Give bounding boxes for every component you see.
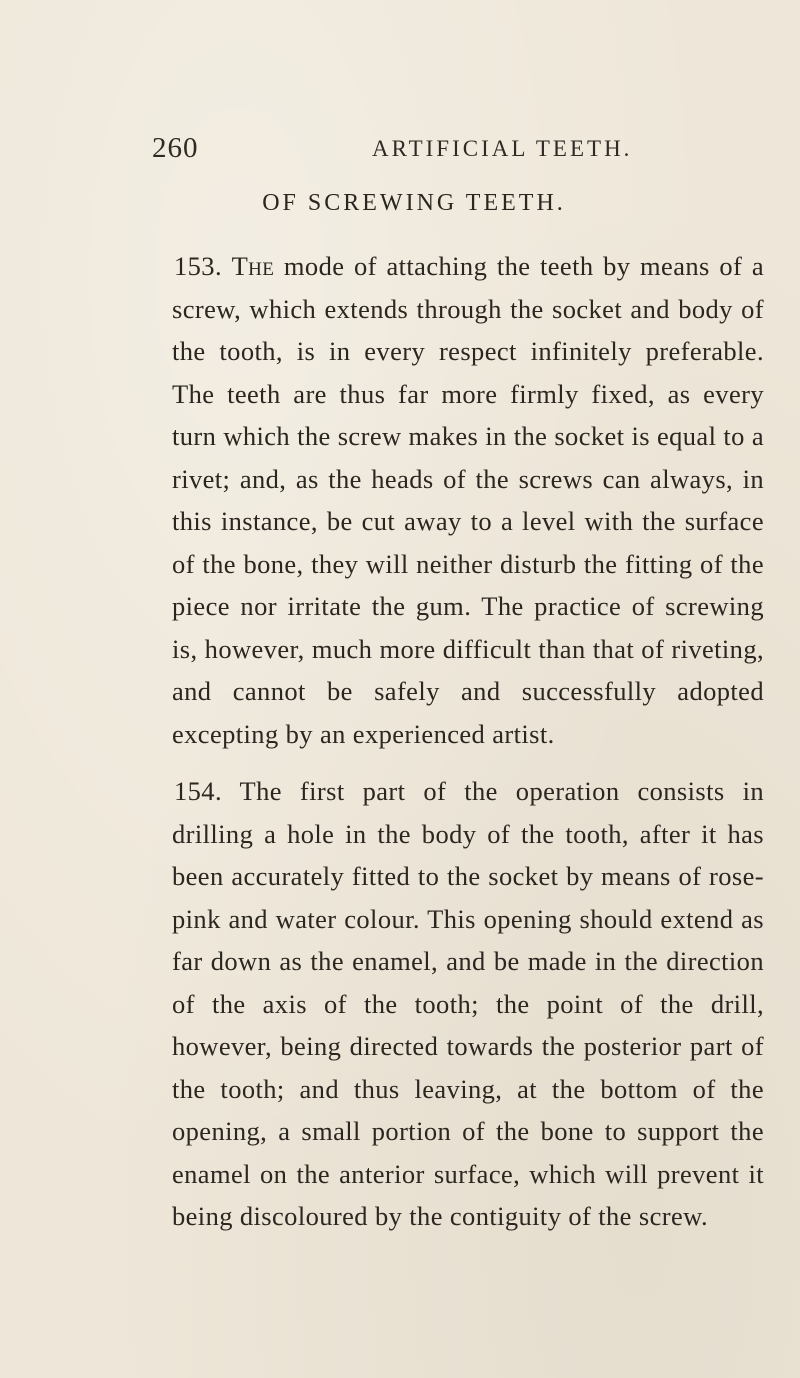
- page-number: 260: [152, 132, 199, 164]
- paragraph-text: The first part of the operation consists in drilling a hole in the body of the tooth, after it has been accurately fitted to the socket by means of rose-pink and water colour. This opening should extend as far down as the enamel, and be made in the direction of the axis of the tooth; the point of the drill, however, being directed towards the posterior part of the tooth; and thus leaving, at the bottom of the opening, a small portion of the bone to support the enamel on the anterior surface, which will prevent it being discoloured by the contiguity of the screw.: [172, 776, 764, 1231]
- paragraph-153: [172, 245, 764, 755]
- paragraph-lead-word: The: [231, 251, 275, 281]
- paragraph-number: 154.: [174, 776, 222, 806]
- running-title: ARTIFICIAL TEETH.: [372, 136, 633, 161]
- paragraph-text: mode of attaching the teeth by means of a screw, which extends through the socket and body of the tooth, is in every respect infinitely preferable. The teeth are thus far more firmly fixed, as every turn which the screw makes in the socket is equal to a rivet; and, as the heads of the screws can always, in this instance, be cut away to a level with the surface of the bone, they will neither disturb the fitting of the piece nor irritate the gum. The practice of screwing is, however, much more difficult than that of riveting, and cannot be safely and successfully adopted excepting by an experienced artist.: [172, 251, 764, 749]
- section-title: OF SCREWING TEETH.: [262, 190, 566, 216]
- paragraph-number: 153.: [174, 251, 222, 281]
- running-head: [0, 132, 800, 172]
- paragraph-154: [172, 770, 764, 1238]
